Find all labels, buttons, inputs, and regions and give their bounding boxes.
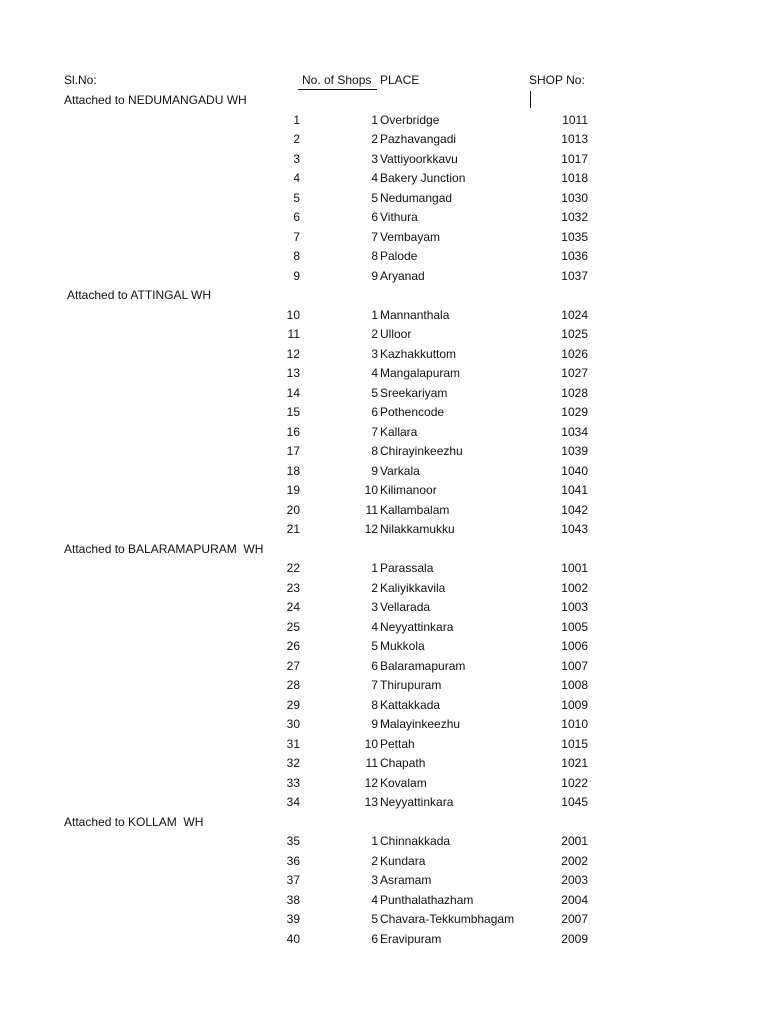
sl-no-cell: 12	[286, 346, 300, 361]
shop-no-cell: 1015	[561, 736, 588, 751]
shop-count-cell: 10	[364, 736, 378, 751]
table-row	[0, 481, 768, 501]
sl-no-cell: 5	[293, 190, 300, 205]
shop-count-cell: 1	[371, 834, 378, 848]
table-row	[0, 208, 768, 228]
place-cell: Kaliyikkavila	[380, 580, 446, 595]
shop-no-cell: 2001	[561, 834, 588, 848]
shop-no-cell: 1021	[561, 756, 588, 770]
shop-no-cell: 1013	[561, 132, 588, 146]
place-cell: Kilimanoor	[380, 483, 437, 497]
table-row	[0, 364, 768, 384]
table-row	[0, 111, 768, 131]
table-row	[0, 228, 768, 248]
sl-no-cell: 21	[286, 522, 300, 536]
sl-no-cell: 40	[286, 931, 300, 946]
place-cell: Overbridge	[380, 112, 440, 127]
table-row	[0, 637, 768, 657]
sl-no-cell: 39	[286, 912, 300, 926]
shop-count-cell: 7	[371, 678, 378, 692]
shop-no-cell: 1027	[561, 366, 588, 380]
table-row	[0, 598, 768, 618]
shop-no-cell: 1003	[561, 600, 588, 614]
shop-count-cell: 4	[371, 619, 378, 634]
table-row	[0, 130, 768, 150]
shop-no-cell: 2007	[561, 912, 588, 926]
shop-no-cell: 1009	[561, 697, 588, 712]
shop-count-cell: 6	[371, 405, 378, 419]
shop-count-cell: 5	[371, 912, 378, 926]
shop-count-cell: 3	[371, 151, 378, 166]
sl-no-cell: 16	[286, 424, 300, 439]
sl-no-cell: 24	[286, 600, 300, 614]
shop-count-cell: 9	[371, 268, 378, 283]
shop-count-cell: 4	[371, 171, 378, 185]
shop-count-cell: 8	[371, 249, 378, 263]
place-cell: Neyyattinkara	[380, 795, 454, 809]
place-cell: Chinnakkada	[380, 834, 451, 848]
sl-no-cell: 7	[293, 229, 300, 244]
header-underline	[298, 89, 377, 90]
shop-no-cell: 1029	[561, 405, 588, 419]
table-row	[0, 501, 768, 521]
group-header-row	[0, 813, 768, 833]
shop-no-cell: 1010	[561, 717, 588, 731]
shop-no-cell: 2009	[561, 931, 588, 946]
shop-count-cell: 5	[371, 385, 378, 400]
shop-no-cell: 2003	[561, 873, 588, 887]
table-row	[0, 910, 768, 930]
shop-no-cell: 1026	[561, 346, 588, 361]
sl-no-cell: 13	[286, 366, 300, 380]
table-row	[0, 754, 768, 774]
shop-no-cell: 1017	[561, 151, 588, 166]
place-cell: Pettah	[380, 736, 415, 751]
sl-no-cell: 38	[286, 892, 300, 907]
place-cell: Kallambalam	[380, 502, 450, 517]
header-shop-no: SHOP No:	[529, 73, 585, 87]
shop-count-cell: 7	[371, 229, 378, 244]
sl-no-cell: 31	[286, 736, 300, 751]
table-row	[0, 618, 768, 638]
sl-no-cell: 34	[286, 795, 300, 809]
sl-no-cell: 3	[293, 151, 300, 166]
table-row	[0, 189, 768, 209]
shop-no-cell: 1034	[561, 424, 588, 439]
table-row	[0, 267, 768, 287]
place-cell: Kazhakkuttom	[380, 346, 457, 361]
sl-no-cell: 29	[286, 697, 300, 712]
sl-no-cell: 26	[286, 639, 300, 653]
place-cell: Chapath	[380, 756, 426, 770]
shop-count-cell: 9	[371, 463, 378, 478]
shop-count-cell: 2	[371, 853, 378, 868]
sl-no-cell: 9	[293, 268, 300, 283]
sl-no-cell: 35	[286, 834, 300, 848]
sl-no-cell: 36	[286, 853, 300, 868]
shop-no-cell: 2002	[561, 853, 588, 868]
table-row	[0, 462, 768, 482]
place-cell: Mangalapuram	[380, 366, 461, 380]
shop-count-cell: 3	[371, 346, 378, 361]
place-cell: Thirupuram	[380, 678, 442, 692]
place-cell: Eravipuram	[380, 931, 442, 946]
place-cell: Ulloor	[380, 327, 412, 341]
sl-no-cell: 25	[286, 619, 300, 634]
place-cell: Sreekariyam	[380, 385, 448, 400]
group-header-row	[0, 286, 768, 306]
place-cell: Nilakkamukku	[380, 522, 455, 536]
group-label: Attached to BALARAMAPURAM WH	[64, 541, 264, 556]
table-row	[0, 579, 768, 599]
place-cell: Chavara-Tekkumbhagam	[380, 912, 515, 926]
place-cell: Pothencode	[380, 405, 445, 419]
shop-no-cell: 1045	[561, 795, 588, 809]
shop-count-cell: 4	[371, 892, 378, 907]
table-row	[0, 559, 768, 579]
header-sl-no: Sl.No:	[64, 73, 97, 87]
place-cell: Nedumangad	[380, 190, 453, 205]
sl-no-cell: 1	[293, 112, 300, 127]
shop-count-cell: 3	[371, 600, 378, 614]
table-row	[0, 306, 768, 326]
shop-no-cell: 1006	[561, 639, 588, 653]
place-cell: Mannanthala	[380, 307, 450, 322]
sl-no-cell: 15	[286, 405, 300, 419]
place-cell: Kallara	[380, 424, 418, 439]
shop-no-cell: 1011	[562, 112, 588, 127]
shop-count-cell: 1	[371, 561, 378, 575]
shop-no-cell: 1042	[561, 502, 588, 517]
shop-no-cell: 1028	[561, 385, 588, 400]
group-header-row	[0, 91, 768, 111]
shop-count-cell: 2	[371, 580, 378, 595]
place-cell: Kundara	[380, 853, 426, 868]
table-row	[0, 735, 768, 755]
table-row	[0, 150, 768, 170]
shop-no-cell: 1041	[561, 483, 588, 497]
place-cell: Punthalathazham	[380, 892, 474, 907]
shop-no-cell: 1025	[561, 327, 588, 341]
group-label: Attached to ATTINGAL WH	[67, 288, 212, 302]
sl-no-cell: 2	[293, 132, 300, 146]
place-cell: Parassala	[380, 561, 434, 575]
shop-count-cell: 7	[371, 424, 378, 439]
table-row	[0, 676, 768, 696]
table-row	[0, 852, 768, 872]
shop-no-cell: 1022	[561, 775, 588, 790]
place-cell: Aryanad	[380, 268, 425, 283]
sl-no-cell: 22	[286, 561, 300, 575]
sl-no-cell: 27	[286, 658, 300, 673]
shop-count-cell: 6	[371, 931, 378, 946]
shop-count-cell: 11	[365, 502, 378, 517]
table-row	[0, 423, 768, 443]
table-row	[0, 871, 768, 891]
place-cell: Mukkola	[380, 639, 425, 653]
shop-no-cell: 2004	[561, 892, 588, 907]
table-row	[0, 715, 768, 735]
header-place: PLACE	[380, 73, 420, 87]
place-cell: Vattiyoorkkavu	[380, 151, 458, 166]
sl-no-cell: 23	[286, 580, 300, 595]
place-cell: Palode	[380, 249, 418, 263]
place-cell: Vithura	[380, 210, 418, 224]
place-cell: Vellarada	[380, 600, 431, 614]
group-header-row	[0, 540, 768, 560]
shop-no-cell: 1005	[561, 619, 588, 634]
table-row	[0, 930, 768, 950]
place-cell: Balaramapuram	[380, 658, 466, 673]
shop-count-cell: 8	[371, 444, 378, 458]
shop-count-cell: 12	[364, 522, 378, 536]
shop-count-cell: 5	[371, 190, 378, 205]
group-label: Attached to NEDUMANGADU WH	[64, 93, 247, 107]
shop-count-cell: 5	[371, 639, 378, 653]
sl-no-cell: 4	[293, 171, 300, 185]
place-cell: Neyyattinkara	[380, 619, 454, 634]
sl-no-cell: 8	[293, 249, 300, 263]
shop-no-cell: 1024	[561, 307, 588, 322]
table-row	[0, 520, 768, 540]
shop-no-cell: 1037	[561, 268, 588, 283]
shop-count-cell: 1	[371, 307, 378, 322]
table-row	[0, 832, 768, 852]
table-row	[0, 384, 768, 404]
shop-count-cell: 6	[371, 658, 378, 673]
place-cell: Kovalam	[380, 775, 427, 790]
place-cell: Bakery Junction	[380, 171, 466, 185]
sl-no-cell: 30	[286, 717, 300, 731]
shop-count-cell: 2	[371, 327, 378, 341]
sl-no-cell: 19	[286, 483, 300, 497]
sl-no-cell: 37	[286, 873, 300, 887]
place-cell: Pazhavangadi	[380, 132, 457, 146]
table-row	[0, 403, 768, 423]
shop-count-cell: 8	[371, 697, 378, 712]
sl-no-cell: 14	[286, 385, 300, 400]
shop-count-cell: 11	[365, 756, 378, 770]
shop-count-cell: 1	[371, 112, 378, 127]
shop-no-cell: 1001	[561, 561, 588, 575]
place-cell: Vembayam	[380, 229, 441, 244]
shop-no-cell: 1007	[561, 658, 588, 673]
shop-no-cell: 1039	[561, 444, 588, 458]
table-row	[0, 774, 768, 794]
shop-count-cell: 9	[371, 717, 378, 731]
table-row	[0, 696, 768, 716]
place-cell: Chirayinkeezhu	[380, 444, 463, 458]
table-row	[0, 657, 768, 677]
table-row	[0, 325, 768, 345]
table-row	[0, 345, 768, 365]
sl-no-cell: 20	[286, 502, 300, 517]
place-cell: Varkala	[380, 463, 420, 478]
place-cell: Asramam	[380, 873, 432, 887]
sl-no-cell: 28	[286, 678, 300, 692]
sl-no-cell: 18	[286, 463, 300, 478]
shop-no-cell: 1018	[561, 171, 588, 185]
sl-no-cell: 33	[286, 775, 300, 790]
shop-no-cell: 1040	[561, 463, 588, 478]
shop-no-cell: 1030	[561, 190, 588, 205]
shop-count-cell: 2	[371, 132, 378, 146]
shop-no-cell: 1035	[561, 229, 588, 244]
group-label: Attached to KOLLAM WH	[64, 814, 204, 829]
shop-count-cell: 3	[371, 873, 378, 887]
shop-count-cell: 6	[371, 210, 378, 224]
header-no-of-shops: No. of Shops	[302, 73, 372, 87]
shop-no-cell: 1036	[561, 249, 588, 263]
sl-no-cell: 11	[287, 327, 300, 341]
shop-count-cell: 12	[364, 775, 378, 790]
sl-no-cell: 10	[286, 307, 300, 322]
table-row	[0, 442, 768, 462]
shop-count-cell: 10	[364, 483, 378, 497]
table-row	[0, 891, 768, 911]
shop-no-cell: 1008	[561, 678, 588, 692]
sl-no-cell: 32	[286, 756, 300, 770]
shop-no-cell: 1002	[561, 580, 588, 595]
sl-no-cell: 17	[286, 444, 300, 458]
sl-no-cell: 6	[293, 210, 300, 224]
shop-no-cell: 1043	[561, 522, 588, 536]
shop-count-cell: 13	[364, 795, 378, 809]
table-row	[0, 793, 768, 813]
shop-count-cell: 4	[371, 366, 378, 380]
place-cell: Kattakkada	[380, 697, 441, 712]
place-cell: Malayinkeezhu	[380, 717, 461, 731]
table-row	[0, 169, 768, 189]
table-row	[0, 247, 768, 267]
shop-no-cell: 1032	[561, 210, 588, 224]
